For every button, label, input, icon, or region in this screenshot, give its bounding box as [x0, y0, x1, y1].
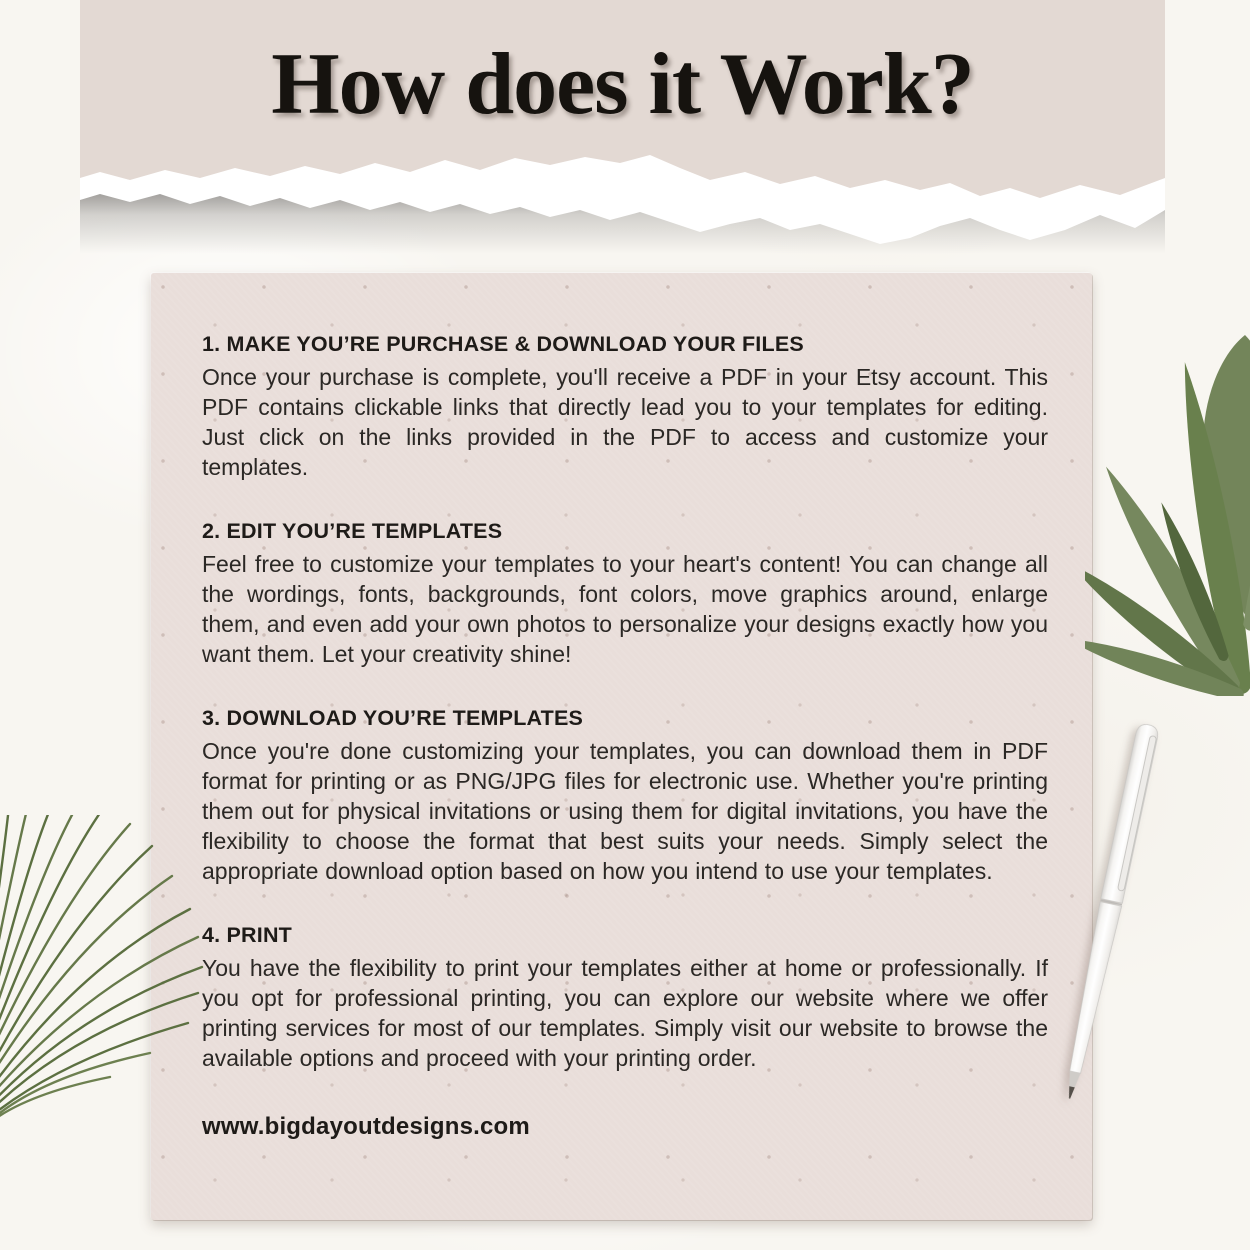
website-url: www.bigdayoutdesigns.com	[202, 1113, 530, 1140]
step-1-body: Once your purchase is complete, you'll receive a PDF in your Etsy account. This PDF contains clickable links that directly lead you to your templates for editing. Just click on the links provided in the PDF to access and customize your templates.	[202, 364, 1048, 480]
step-4-section	[202, 922, 1048, 1073]
content-card	[151, 273, 1092, 1220]
step-1-section	[202, 331, 1048, 482]
step-4-heading: 4. PRINT	[202, 923, 293, 947]
page-title: How does it Work?	[271, 36, 974, 133]
palm-frond-image	[0, 815, 206, 1121]
step-3-heading: 3. DOWNLOAD YOU’RE TEMPLATES	[202, 706, 584, 730]
step-2-heading: 2. EDIT YOU’RE TEMPLATES	[202, 519, 503, 543]
step-1-heading: 1. MAKE YOU’RE PURCHASE & DOWNLOAD YOUR FILES	[202, 332, 804, 356]
step-3-section	[202, 705, 1048, 886]
step-3-body: Once you're done customizing your templates, you can download them in PDF format for printing or as PNG/JPG files for electronic use. Whether you're printing them out for physical invitations or using them for digital invitations, you have the flexibility to choose the format that best suits your needs. Simply select the appropriate download option based on how you intend to use your templates.	[202, 738, 1048, 884]
step-2-section	[202, 518, 1048, 669]
step-2-body: Feel free to customize your templates to your heart's content! You can change all the wordings, fonts, backgrounds, font colors, move graphics around, enlarge them, and even add your own photos to personalize your designs exactly how you want them. Let your creativity shine!	[202, 551, 1048, 667]
header-band	[80, 0, 1165, 258]
step-4-body: You have the flexibility to print your templates either at home or professionally. If you opt for professional printing, you can explore our website where we offer printing services for most of our templates. Simply visit our website to browse the available options and proceed with your printing order.	[202, 955, 1048, 1071]
green-leaves-image	[1085, 330, 1250, 696]
